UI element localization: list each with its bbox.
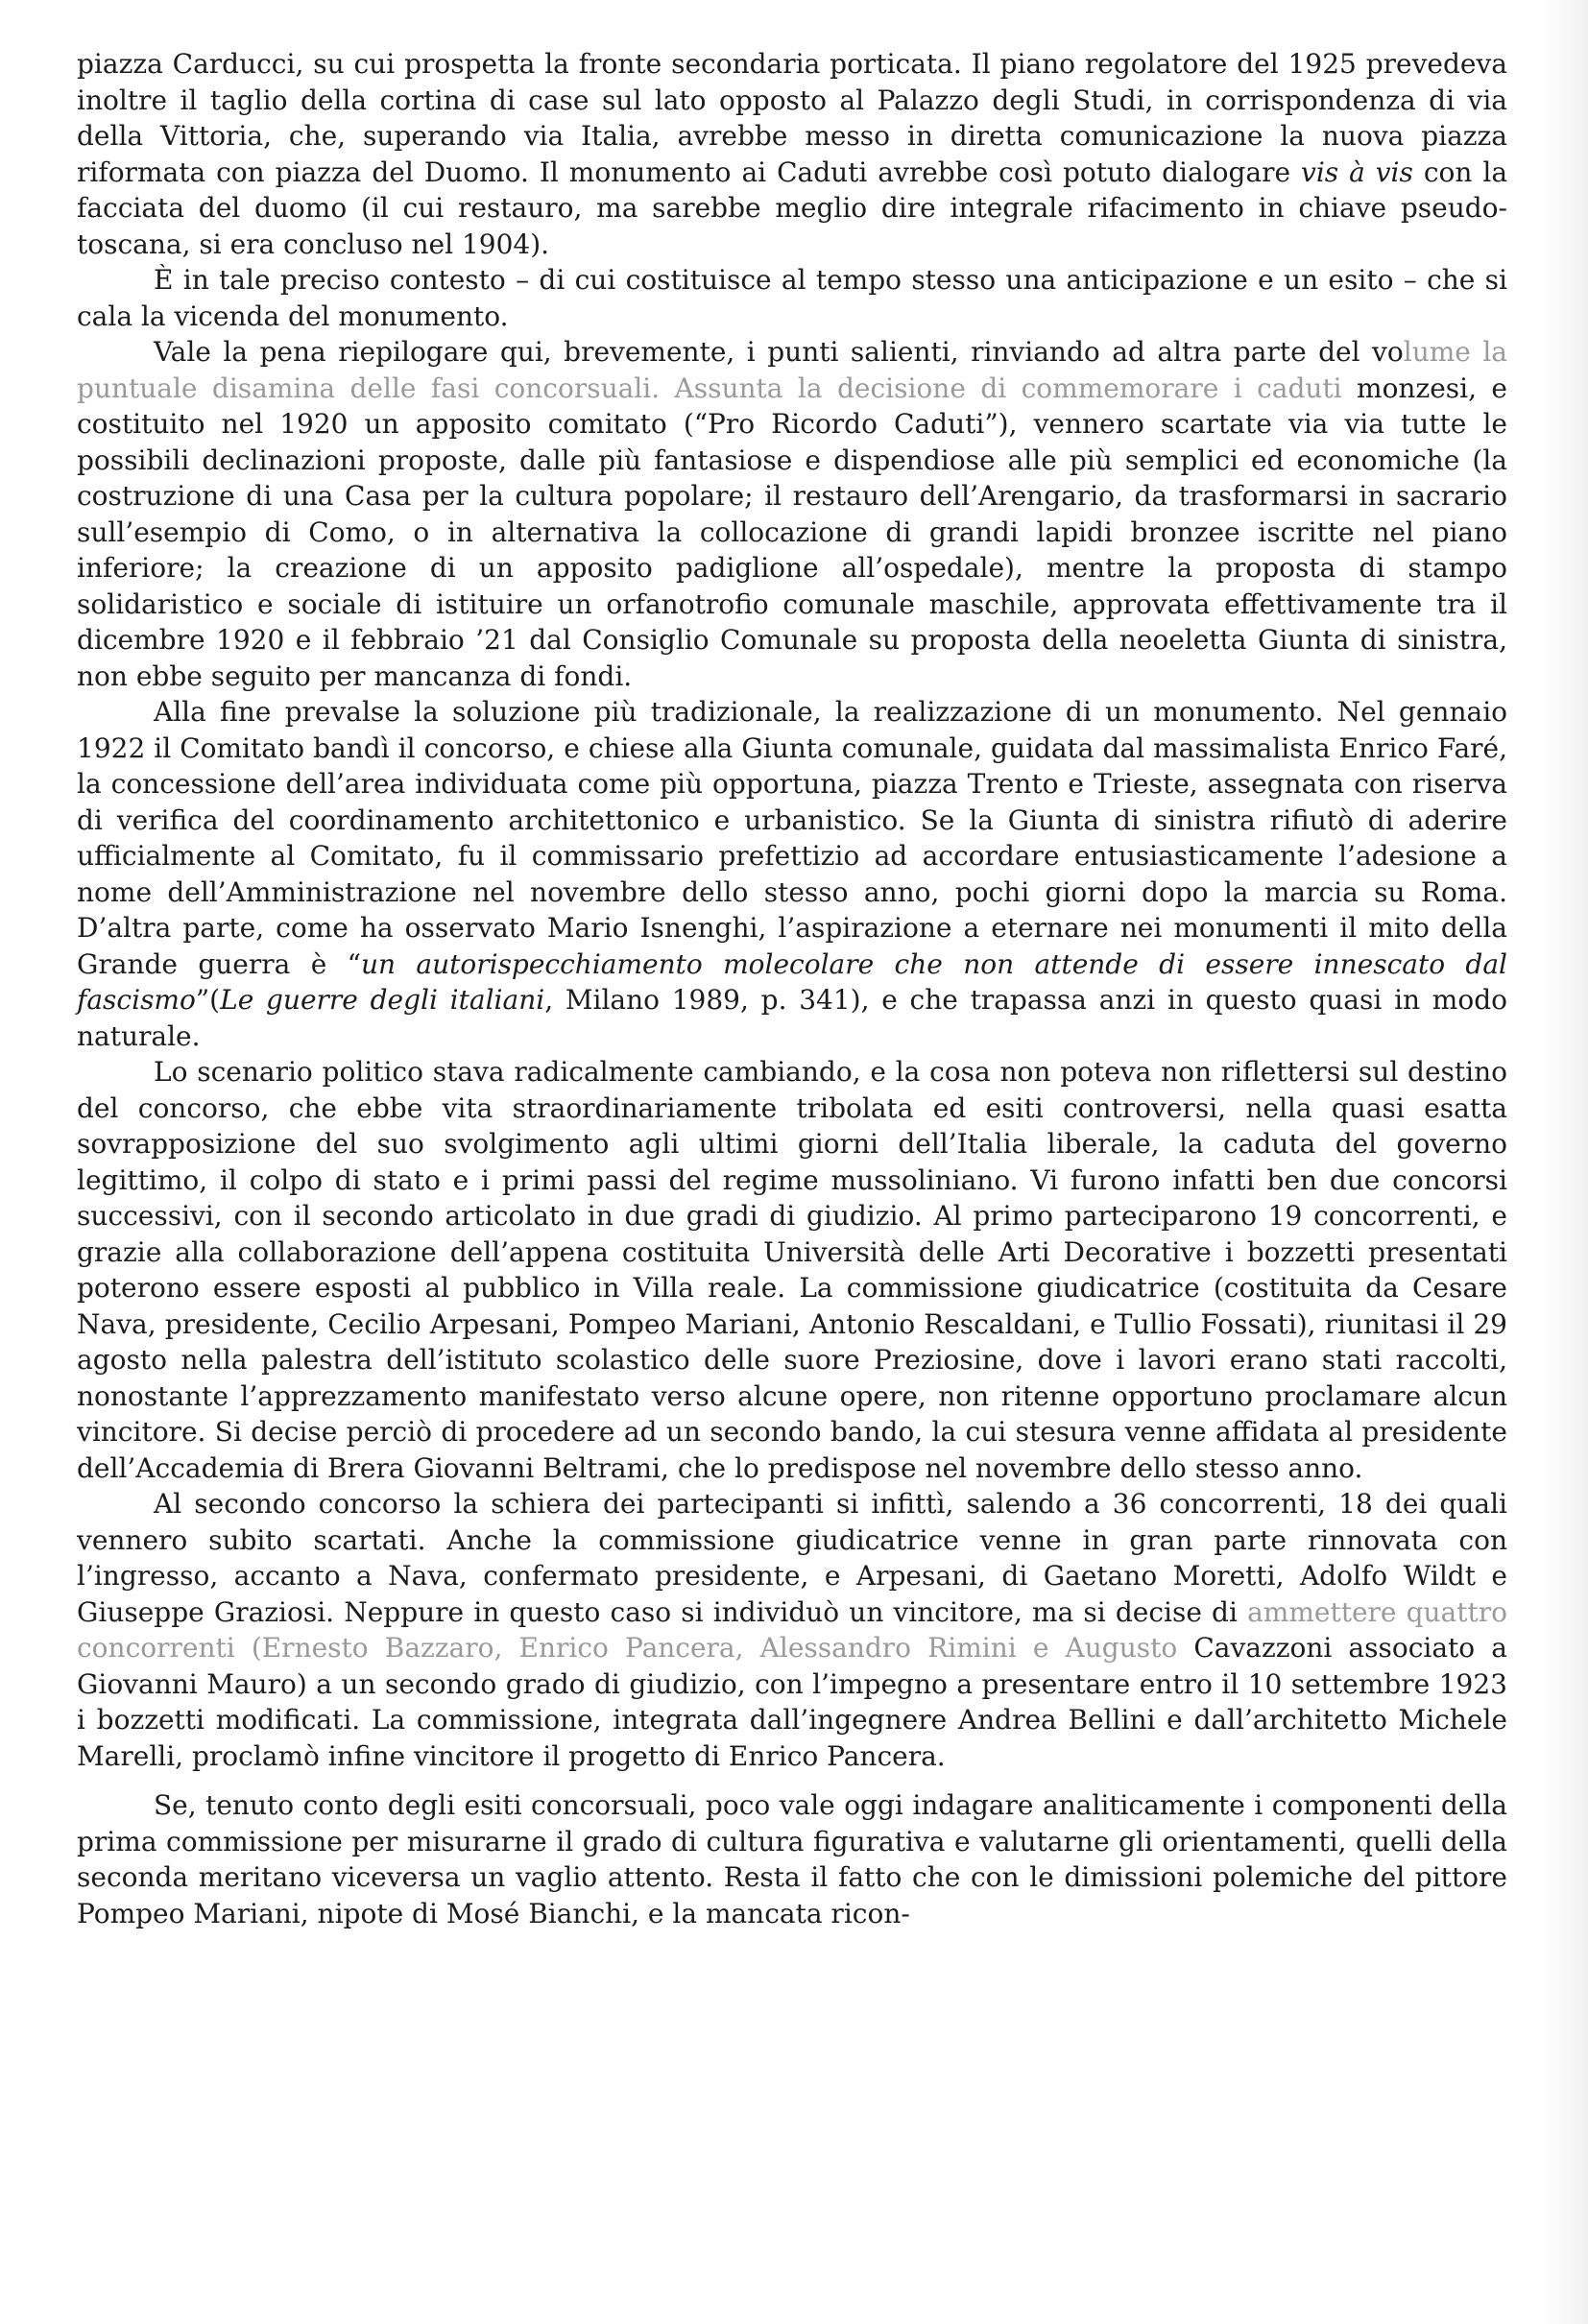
- text-run: Cavazzoni associato a Giovanni Mauro) a un secondo grado di giudizio, con l’impegno a presentare entro il 10 settembre 1923 i bozzetti modificati. La commissione, integrata dall’ingegnere Andrea Bellini e dall’architetto Michele Marelli, proclamò infine vincitore il progetto di Enrico Pancera.: [77, 1632, 1507, 1772]
- text-run: ”(: [195, 984, 221, 1016]
- italic-text: Le guerre degli italiani: [220, 984, 545, 1016]
- faded-text: lume la puntuale disamina delle fasi concorsuali. Assunta la decisione di commemorare i caduti: [77, 336, 1507, 404]
- text-run: Vale la pena riepilogare qui, brevemente, i punti salienti, rinviando ad altra parte del vo: [154, 336, 1404, 368]
- body-paragraph: [77, 334, 1507, 694]
- body-paragraph: [77, 1787, 1507, 1931]
- faded-text: ammettere quattro concorrenti (Ernesto Bazzaro, Enrico Pancera, Alessandro Rimini e Augusto: [77, 1595, 1508, 1664]
- text-run: Alla fine prevalse la soluzione più tradizionale, la realizzazione di un monumento. Nel gennaio 1922 il Comitato bandì il concorso, e chiese alla Giunta comunale, guidata dal massimalista Enrico Faré, la concessione dell’area individuata come più opportuna, piazza Trento e Trieste, assegnata con riserva di verifica del coordinamento architettonico e urbanistico. Se la Giunta di sinistra rifiutò di aderire ufficialmente al Comitato, fu il commissario prefettizio ad accordare entusiasticamente l’adesione a nome dell’Amministrazione nel novembre dello stesso anno, pochi giorni dopo la marcia su Roma. D’altra parte, come ha osservato Mario Isnenghi, l’aspirazione a eternare nei monumenti il mito della Grande guerra è “: [77, 696, 1507, 980]
- page-edge-shadow: [1542, 0, 1588, 2324]
- text-run: Se, tenuto conto degli esiti concorsuali, poco vale oggi indagare analiticamente i componenti della prima commissione per misurarne il grado di cultura figurativa e valutarne gli orientamenti, quelli della seconda meritano viceversa un vaglio attento. Resta il fatto che con le dimissioni polemiche del pittore Pompeo Mariani, nipote di Mosé Bianchi, e la mancata ricon-: [77, 1789, 1507, 1929]
- italic-text: un autorispecchiamento molecolare che non attende di essere innescato dal fascismo: [77, 947, 1507, 1016]
- text-run: Al secondo concorso la schiera dei partecipanti si infittì, salendo a 36 concorrenti, 18 dei quali vennero subito scartati. Anche la commissione giudicatrice venne in gran parte rinnovata con l’ingresso, accanto a Nava, confermato presidente, e Arpesani, di Gaetano Moretti, Adolfo Wildt e Giuseppe Graziosi. Neppure in questo caso si individuò un vincitore, ma si decise di: [77, 1488, 1507, 1628]
- body-paragraph: [77, 1054, 1507, 1486]
- italic-text: vis à vis: [1301, 156, 1413, 188]
- text-run: con la facciata del duomo (il cui restauro, ma sarebbe meglio dire integrale rifacimento in chiave pseudo-toscana, si era concluso nel 1904).: [77, 156, 1508, 260]
- body-paragraph: [77, 694, 1507, 1054]
- body-paragraph: [77, 46, 1507, 262]
- document-page: [77, 46, 1507, 1931]
- text-run: monzesi, e costituito nel 1920 un apposito comitato (“Pro Ricordo Caduti”), vennero scartate via via tutte le possibili declinazioni proposte, dalle più fantasiose e dispendiose alle più semplici ed economiche (la costruzione di una Casa per la cultura popolare; il restauro dell’Arengario, da trasformarsi in sacrario sull’esempio di Como, o in alternativa la collocazione di grandi lapidi bronzee iscritte nel piano inferiore; la creazione di un apposito padiglione all’ospedale), mentre la proposta di stampo solidaristico e sociale di istituire un orfanotrofio comunale maschile, approvata effettivamente tra il dicembre 1920 e il febbraio ’21 dal Consiglio Comunale su proposta della neoeletta Giunta di sinistra, non ebbe seguito per mancanza di fondi.: [77, 371, 1508, 692]
- body-paragraph: [77, 1486, 1507, 1774]
- body-paragraph: [77, 262, 1507, 334]
- text-run: , Milano 1989, p. 341), e che trapassa anzi in questo quasi in modo naturale.: [77, 984, 1507, 1052]
- text-run: Lo scenario politico stava radicalmente cambiando, e la cosa non poteva non riflettersi sul destino del concorso, che ebbe vita straordinariamente tribolata ed esiti controversi, nella quasi esatta sovrapposizione del suo svolgimento agli ultimi giorni dell’Italia liberale, la caduta del governo legittimo, il colpo di stato e i primi passi del regime mussoliniano. Vi furono infatti ben due concorsi successivi, con il secondo articolato in due gradi di giudizio. Al primo parteciparono 19 concorrenti, e grazie alla collaborazione dell’appena costituita Università delle Arti Decorative i bozzetti presentati poterono essere esposti al pubblico in Villa reale. La commissione giudicatrice (costituita da Cesare Nava, presidente, Cecilio Arpesani, Pompeo Mariani, Antonio Rescaldani, e Tullio Fossati), riunitasi il 29 agosto nella palestra dell’istituto scolastico delle suore Preziosine, dove i lavori erano stati raccolti, nonostante l’apprezzamento manifestato verso alcune opere, non ritenne opportuno proclamare alcun vincitore. Si decise perciò di procedere ad un secondo bando, la cui stesura venne affidata al presidente dell’Accademia di Brera Giovanni Beltrami, che lo predispose nel novembre dello stesso anno.: [77, 1056, 1507, 1484]
- text-run: piazza Carducci, su cui prospetta la fronte secondaria porticata. Il piano regolatore del 1925 prevedeva inoltre il taglio della cortina di case sul lato opposto al Palazzo degli Studi, in corrispondenza di via della Vittoria, che, superando via Italia, avrebbe messo in diretta comunicazione la nuova piazza riformata con piazza del Duomo. Il monumento ai Caduti avrebbe così potuto dialogare: [77, 48, 1507, 188]
- text-run: È in tale preciso contesto – di cui costituisce al tempo stesso una anticipazione e un esito – che si cala la vicenda del monumento.: [77, 264, 1507, 332]
